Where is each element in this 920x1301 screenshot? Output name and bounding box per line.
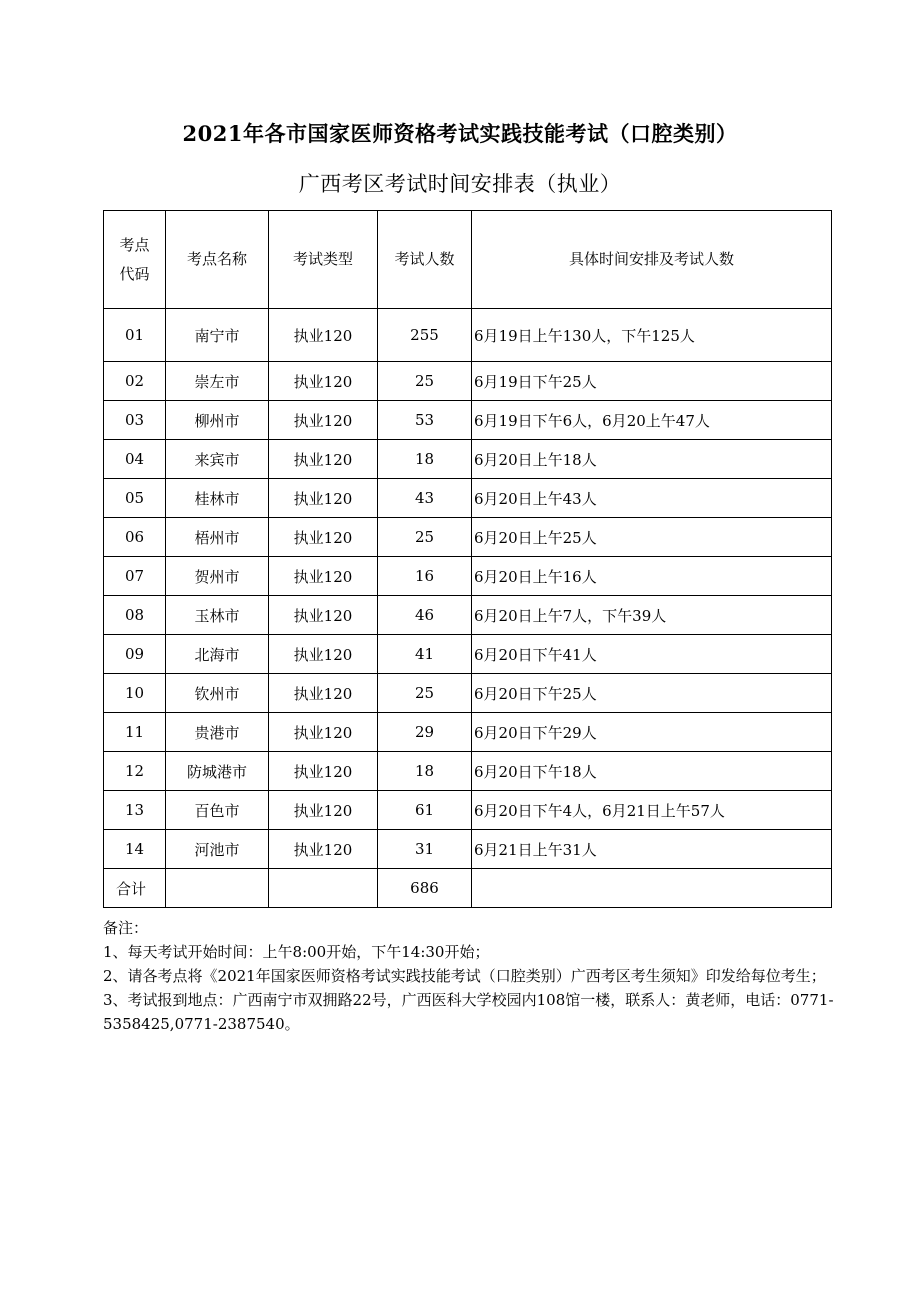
cell-schedule: 6月20日下午18人 [472, 752, 832, 791]
cell-type: 执业120 [269, 401, 378, 440]
cell-type: 执业120 [269, 635, 378, 674]
cell-count: 61 [378, 791, 472, 830]
cell-count: 43 [378, 479, 472, 518]
cell-count: 25 [378, 362, 472, 401]
cell-count: 16 [378, 557, 472, 596]
cell-schedule: 6月20日下午29人 [472, 713, 832, 752]
cell-code: 08 [104, 596, 166, 635]
cell-schedule: 6月19日下午25人 [472, 362, 832, 401]
cell-code: 05 [104, 479, 166, 518]
cell-count: 53 [378, 401, 472, 440]
cell-name: 百色市 [166, 791, 269, 830]
cell-code: 03 [104, 401, 166, 440]
cell-name: 桂林市 [166, 479, 269, 518]
note-item-2: 2、请各考点将《2021年国家医师资格考试实践技能考试（口腔类别）广西考区考生须知》印发给每位考生； [103, 967, 826, 985]
cell-code: 04 [104, 440, 166, 479]
cell-type: 执业120 [269, 713, 378, 752]
cell-name: 崇左市 [166, 362, 269, 401]
cell-count: 31 [378, 830, 472, 869]
cell-schedule: 6月20日上午7人，下午39人 [472, 596, 832, 635]
cell-count: 18 [378, 752, 472, 791]
cell-count: 41 [378, 635, 472, 674]
table-row [104, 309, 832, 362]
cell-count: 29 [378, 713, 472, 752]
table-row [104, 752, 832, 791]
cell-type: 执业120 [269, 830, 378, 869]
cell-name: 钦州市 [166, 674, 269, 713]
header-count: 考试人数 [378, 211, 472, 309]
table-header-row [104, 211, 832, 309]
table-row [104, 362, 832, 401]
table-row [104, 440, 832, 479]
cell-count: 25 [378, 674, 472, 713]
table-body [104, 309, 832, 908]
cell-name: 南宁市 [166, 309, 269, 362]
header-type: 考试类型 [269, 211, 378, 309]
cell-code: 14 [104, 830, 166, 869]
cell-schedule: 6月19日下午6人，6月20上午47人 [472, 401, 832, 440]
notes-section [103, 916, 843, 1036]
cell-code: 13 [104, 791, 166, 830]
cell-count: 18 [378, 440, 472, 479]
cell-code: 12 [104, 752, 166, 791]
table-row [104, 830, 832, 869]
cell-name: 防城港市 [166, 752, 269, 791]
total-empty-type [269, 869, 378, 908]
cell-schedule: 6月19日上午130人，下午125人 [472, 309, 832, 362]
cell-code: 07 [104, 557, 166, 596]
table-row [104, 635, 832, 674]
cell-name: 来宾市 [166, 440, 269, 479]
cell-type: 执业120 [269, 309, 378, 362]
cell-type: 执业120 [269, 674, 378, 713]
table-row [104, 518, 832, 557]
cell-type: 执业120 [269, 440, 378, 479]
table-row [104, 479, 832, 518]
cell-name: 梧州市 [166, 518, 269, 557]
cell-type: 执业120 [269, 596, 378, 635]
total-count: 686 [378, 869, 472, 908]
table-row [104, 674, 832, 713]
cell-code: 06 [104, 518, 166, 557]
cell-name: 北海市 [166, 635, 269, 674]
cell-schedule: 6月20日下午4人，6月21日上午57人 [472, 791, 832, 830]
cell-code: 01 [104, 309, 166, 362]
cell-type: 执业120 [269, 752, 378, 791]
cell-code: 10 [104, 674, 166, 713]
cell-name: 贵港市 [166, 713, 269, 752]
cell-code: 02 [104, 362, 166, 401]
total-label: 合计 [104, 869, 166, 908]
cell-type: 执业120 [269, 479, 378, 518]
cell-count: 25 [378, 518, 472, 557]
cell-type: 执业120 [269, 362, 378, 401]
cell-code: 11 [104, 713, 166, 752]
cell-name: 柳州市 [166, 401, 269, 440]
cell-schedule: 6月20日上午16人 [472, 557, 832, 596]
cell-count: 46 [378, 596, 472, 635]
header-code: 考点代码 [104, 211, 166, 309]
cell-type: 执业120 [269, 518, 378, 557]
cell-schedule: 6月20日上午25人 [472, 518, 832, 557]
cell-schedule: 6月20日下午41人 [472, 635, 832, 674]
cell-count: 255 [378, 309, 472, 362]
note-item-1: 1、每天考试开始时间：上午8:00开始，下午14:30开始； [103, 943, 490, 961]
cell-type: 执业120 [269, 791, 378, 830]
header-schedule: 具体时间安排及考试人数 [472, 211, 832, 309]
table-row [104, 596, 832, 635]
notes-heading: 备注： [103, 919, 149, 937]
cell-name: 河池市 [166, 830, 269, 869]
total-empty-schedule [472, 869, 832, 908]
cell-code: 09 [104, 635, 166, 674]
header-name: 考点名称 [166, 211, 269, 309]
cell-schedule: 6月20日下午25人 [472, 674, 832, 713]
cell-name: 玉林市 [166, 596, 269, 635]
table-total-row [104, 869, 832, 908]
cell-type: 执业120 [269, 557, 378, 596]
total-empty-name [166, 869, 269, 908]
document-subtitle: 广西考区考试时间安排表（执业） [298, 172, 622, 196]
table-row [104, 713, 832, 752]
document-title: 2021年各市国家医师资格考试实践技能考试（口腔类别） [182, 121, 738, 146]
note-item-3: 3、考试报到地点：广西南宁市双拥路22号，广西医科大学校园内108馆一楼，联系人：黄老师，电话：0771-5358425,0771-2387540。 [103, 991, 834, 1033]
table-row [104, 557, 832, 596]
table-row [104, 401, 832, 440]
cell-schedule: 6月20日上午43人 [472, 479, 832, 518]
cell-schedule: 6月20日上午18人 [472, 440, 832, 479]
cell-name: 贺州市 [166, 557, 269, 596]
table-row [104, 791, 832, 830]
cell-schedule: 6月21日上午31人 [472, 830, 832, 869]
schedule-table [103, 210, 832, 908]
